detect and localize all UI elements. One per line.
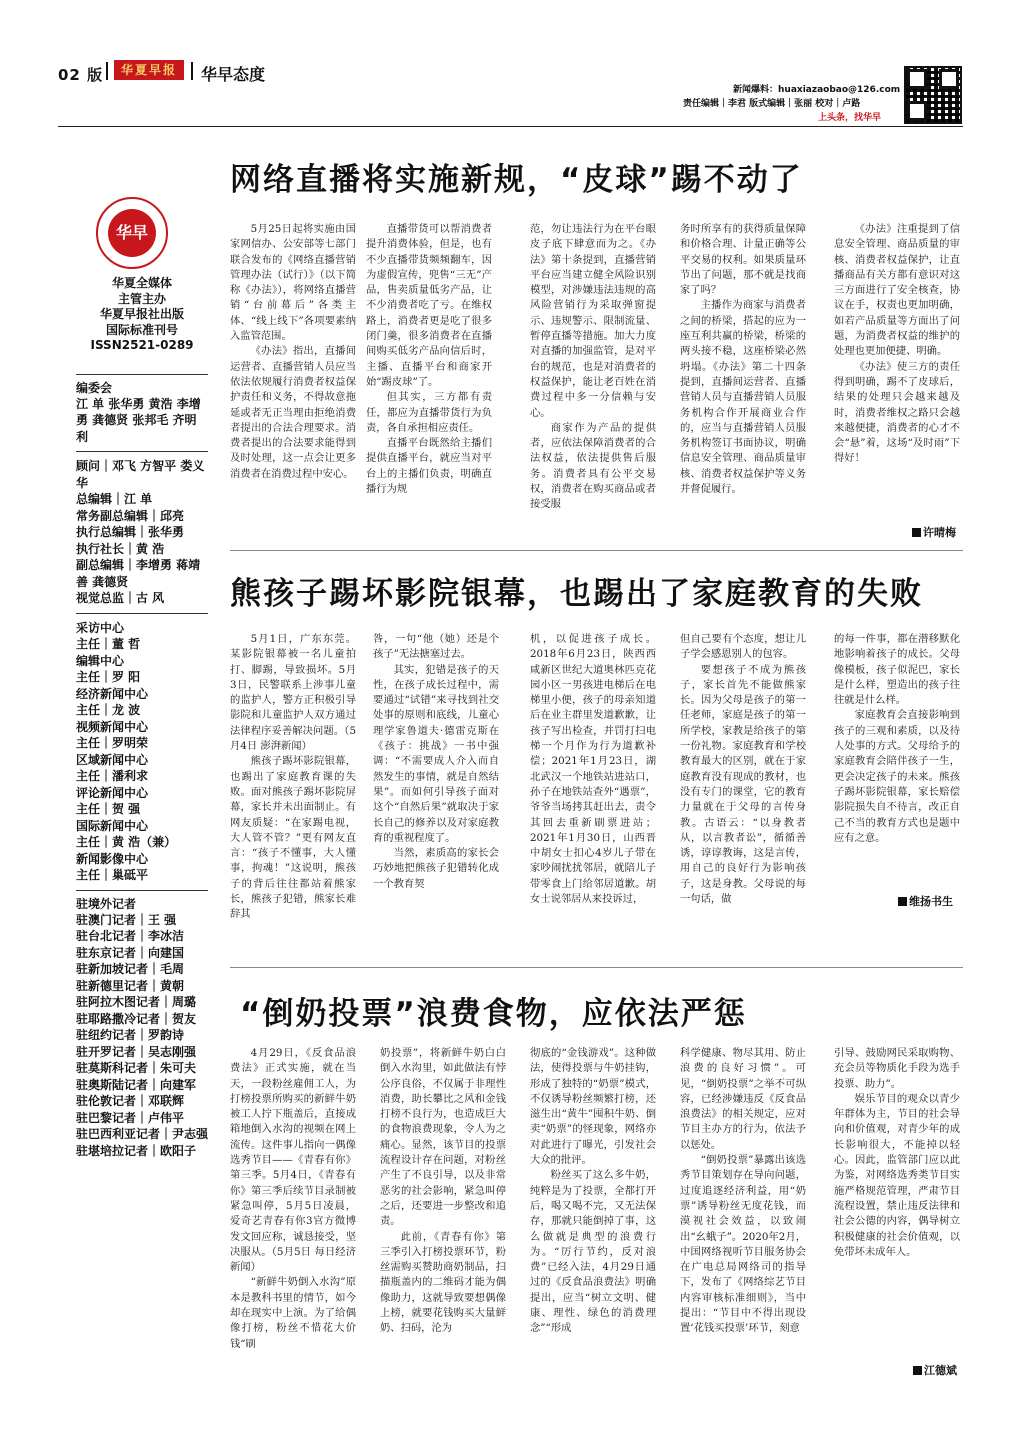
article-1-column xyxy=(230,222,356,527)
article-3-column xyxy=(380,1046,506,1398)
center-line: 主任｜罗明荣 xyxy=(76,736,149,750)
reporter-line: 驻巴黎记者｜卢伟平 xyxy=(76,1110,185,1125)
staff-line: 执行总编辑｜张华勇 xyxy=(76,525,185,539)
article-3-column xyxy=(230,1046,356,1398)
article-3-column xyxy=(680,1046,806,1398)
article-3-headline: “倒奶投票”浪费食物，应依法严惩 xyxy=(240,996,747,1032)
article-3-column xyxy=(834,1046,960,1336)
publisher-line: 主管主办 xyxy=(117,291,166,306)
divider xyxy=(106,62,108,80)
divider xyxy=(76,890,208,891)
staff-line: 常务副总编辑｜邱亮 xyxy=(76,508,185,523)
paragraph: 其实，犯错是孩子的天性，在孩子成长过程中，需要通过“试错”来寻找到社交处事的原则和底线，儿童心理学家鲁道夫·德雷克斯在《孩子：挑战》一书中强调：“不需要成人介入而自然发生的事情，就是自然结果”。而如何引导孩子面对这个“自然后果”就取决于家长自己的修养以及对家庭教育的重视程度了。 xyxy=(373,663,499,844)
staff-line: 执行社长｜黄 浩 xyxy=(76,541,165,556)
paragraph: 咎，一句“他（她）还是个孩子”无法搪塞过去。 xyxy=(373,633,499,661)
paragraph: 《办法》注重提到了信息安全管理、商品质量的审核、消费者权益保护，让直播商品有关方都有意识对这三方面进行了安全核查，协议在手，权责也更加明确，如若产品质量等方面出了问题，为消费者权益的维护的处理也更加便捷、明确。 xyxy=(834,223,960,358)
paragraph: “新鲜牛奶倒入水沟”原本是教科书里的情节，如今却在现实中上演。为了给偶像打榜，粉丝不惜花大价钱“刷 xyxy=(230,1276,356,1350)
paragraph: “倒奶投票”暴露出该选秀节目策划存在导向问题，过度追逐经济利益，用“奶票”诱导粉丝无度花钱，而漠视社会效益，以致闹出“幺蛾子”。2020年2月，中国网络视听节目服务协会在广电总局网络司的指导下，发布了《网络综艺节目内容审核标准细则》，当中提出：“节目中不得出现设置‘花钱买投票’环节，刻意 xyxy=(680,1154,806,1335)
staff-line: 总编辑｜江 单 xyxy=(76,492,153,506)
staff-line: 视觉总监｜古 风 xyxy=(76,591,165,605)
publisher-line: 华夏全媒体 xyxy=(111,276,172,290)
reporter-line: 驻巴西利亚记者｜尹志强 xyxy=(76,1127,209,1141)
foreign-title: 驻境外记者 xyxy=(76,896,137,911)
center-line: 区域新闻中心 xyxy=(76,752,149,767)
divider xyxy=(76,374,208,375)
sidebar xyxy=(76,276,208,1159)
paragraph: 奶投票”，将新鲜牛奶白白倒入水沟里，如此做法有悖公序良俗，不仅属于非理性消费，助长攀比之风和金钱打榜不良行为，也造成巨大的食物浪费现象，令人为之痛心。显然，该节目的投票流程设计存在问题，对粉丝产生了不良引导，以及非常恶劣的社会影响，紧急叫停之后，还要进一步整改和追责。 xyxy=(380,1047,506,1228)
paragraph: 但其实，三方都有责任，都应为直播带货行为负责，各自承担相应责任。 xyxy=(366,391,492,434)
reporter-line: 驻堪培拉记者｜欧阳子 xyxy=(76,1143,197,1158)
paragraph: 引导、鼓励网民采取购物、充会员等物质化手段为选手投票、助力”。 xyxy=(834,1047,960,1090)
paragraph: 直播带货可以帮消费者提升消费体验，但是，也有不少直播带货频频翻车，因为虚假宣传，兜售“三无”产品，售卖质量低劣产品，让不少消费者吃了亏。在维权路上，消费者更是吃了很多闭门羹，很多消费者在直播间购买低劣产品向信后时，主播、直播平台和商家开始“踢皮球”了。 xyxy=(366,223,492,388)
article-3-column xyxy=(530,1046,656,1398)
article-2-byline: 维扬书生 xyxy=(898,893,953,909)
divider xyxy=(191,62,193,80)
center-line: 主任｜贺 强 xyxy=(76,802,141,816)
issn: ISSN2521-0289 xyxy=(90,338,194,352)
reporter-line: 驻台北记者｜李冰洁 xyxy=(76,929,185,943)
reporter-line: 驻东京记者｜向建国 xyxy=(76,945,185,960)
paragraph: 主播作为商家与消费者之间的桥梁，搭起的应为一座互利共赢的桥梁，桥梁的两头接不稳，这座桥梁必然坍塌。《办法》第二十四条提到，直播间运营者、直播营销人员与直播营销人员服务机构合作开展商业合作的，应当与直播营销人员服务机构签订书面协议，明确信息安全管理、商品质量审核、消费者权益保护等义务并督促履行。 xyxy=(680,299,806,496)
center-line: 主任｜罗 阳 xyxy=(76,670,141,684)
paragraph: 5月25日起将实施由国家网信办、公安部等七部门联合发布的《网络直播营销管理办法（试行）》（以下简称《办法》），将网络直播营销“台前幕后”各类主体、“线上线下”各项要素纳入监管范围。 xyxy=(230,223,356,343)
center-line: 编辑中心 xyxy=(76,653,125,668)
reporter-line: 驻开罗记者｜吴志刚强 xyxy=(76,1044,197,1059)
paragraph: 科学健康、物尽其用、防止浪费的良好习惯”。可见，“倒奶投票”之举不可纵容，已经涉嫌违反《反食品浪费法》的相关规定，应对节目主办方的行为，依法予以惩处。 xyxy=(680,1047,806,1151)
qr-code-icon xyxy=(904,66,962,124)
article-separator xyxy=(230,550,963,551)
paragraph: 商家作为产品的提供者，应依法保障消费者的合法权益，依法提供售后服务。消费者具有公平交易权，消费者在购买商品或者接受服 xyxy=(530,421,656,511)
article-1-column xyxy=(530,222,656,527)
paragraph: 彻底的“金钱游戏”。这种做法，使得投票与牛奶挂钩，形成了独特的“奶票”模式，不仅诱导粉丝频繁打榜，还滋生出“黄牛”囤积牛奶、倒卖“奶票”的怪现象，网络亦对此进行了曝光，引发社会大众的批评。 xyxy=(530,1047,656,1167)
article-1-column xyxy=(366,222,492,527)
article-2-column xyxy=(680,632,806,957)
staff-line: 副总编辑｜李增勇 蒋靖善 龚德贤 xyxy=(76,558,201,589)
paragraph: 范，勿让违法行为在平台眼皮子底下肆意而为之。《办法》第十条提到，直播营销平台应当建立健全风险识别模型，对涉嫌违法违规的高风险营销行为采取弹窗提示、违规警示、限制流量、暂停直播等措施。加大力度对直播的加强监管，是对平台的规范，也是对消费者的权益保护，能让老百姓在消费过程中多一分信赖与安心。 xyxy=(530,223,656,419)
paragraph: 《办法》指出，直播间运营者、直播营销人员应当依法依规履行消费者权益保护责任和义务，不得故意拖延或者无正当理由拒绝消费者提出的合法合理要求。消费者提出的合法要求能得到及时处理，这一点会让更多消费者在消费过程中安心。 xyxy=(230,345,356,480)
publisher-seal xyxy=(96,197,168,269)
article-1-headline: 网络直播将实施新规，“皮球”踢不动了 xyxy=(230,162,803,198)
paragraph: 机，以促进孩子成长。2018年6月23日，陕西西咸新区世纪大道奥林匹克花园小区一男孩进电梯后在电梯里小便，孩子的母亲知道后在业主群里发道歉歉，让孩子写出检查，并罚打扫电梯一个月作为行为道歉补偿；2021年1月23日，湖北武汉一个地铁站进站口，孙子在地铁站查外“遇票”，爷爷当场拷其赶出去，责令其回去重新刷票进站；2021年1月30日，山西晋中胡女士扣心4岁儿子带在家吵闹扰扰邻居，就陪儿子带零食上门给邻居道歉。胡女士说邻居从来投诉过， xyxy=(530,633,656,906)
center-line: 主任｜潘利求 xyxy=(76,769,149,783)
article-1-byline: 许晴梅 xyxy=(912,524,956,540)
section-title: 华早态度 xyxy=(201,65,266,84)
center-line: 主任｜龙 波 xyxy=(76,703,141,717)
seal-text: 华早 xyxy=(108,209,156,257)
article-2-column xyxy=(230,632,356,957)
center-line: 国际新闻中心 xyxy=(76,818,149,833)
board-members: 江 单 张华勇 黄浩 李增勇 龚德贤 张邦毛 齐明利 xyxy=(76,396,201,444)
paragraph: 熊孩子踢坏影院银幕，也踢出了家庭教育课的失败。面对熊孩子踢坏影院屏幕，家长并未出面制止。有网友质疑：“在家踢电视，大人管不管？”更有网友直言：“孩子不懂事，大人懂事，拘魂！”这说明，熊孩子的背后往往都站着熊家长，熊孩子犯错，熊家长难辞其 xyxy=(230,755,356,921)
paragraph: 的每一件事，都在潜移默化地影响着孩子的成长。父母像模板，孩子似泥巴，家长是什么样，塑造出的孩子往往就是什么样。 xyxy=(834,633,960,707)
reporter-line: 驻纽约记者｜罗韵诗 xyxy=(76,1028,185,1042)
article-1-column xyxy=(680,222,806,527)
paragraph: 但自己要有个态度，想让儿子学会感恩别人的包容。 xyxy=(680,633,806,661)
paragraph: 家庭教育会直接影响到孩子的三观和素质，以及待人处事的方式。父母给予的家庭教育会陪伴孩子一生，更会决定孩子的未来。熊孩子踢坏影院银幕，家长赔偿影院损失自不待言，改正自己不当的教育方式也是题中应有之意。 xyxy=(834,709,960,844)
reporter-line: 驻阿拉木图记者｜周璐 xyxy=(76,995,197,1009)
reporter-line: 驻新德里记者｜黄朝 xyxy=(76,978,185,993)
center-line: 主任｜黄 浩（兼） xyxy=(76,835,177,849)
divider xyxy=(76,613,208,614)
article-separator xyxy=(230,967,963,968)
paragraph: 务时所享有的获得质量保障和价格合理、计量正确等公平交易的权利。如果质量环节出了问题，那不就是找商家了吗？ xyxy=(680,223,806,297)
reporter-line: 驻澳门记者｜王 强 xyxy=(76,912,177,927)
staff-line: 顾问｜邓飞 方智平 娄义华 xyxy=(76,459,205,490)
reporter-line: 驻奥斯陆记者｜向建军 xyxy=(76,1077,197,1092)
article-2-column xyxy=(530,632,656,957)
article-1-column xyxy=(834,222,960,512)
header-rule xyxy=(58,126,963,127)
reporter-line: 驻耶路撒冷记者｜贺友 xyxy=(76,1011,197,1026)
article-2-column xyxy=(834,632,960,877)
article-3-byline: 江德斌 xyxy=(913,1362,957,1378)
center-line: 主任｜董 哲 xyxy=(76,637,141,651)
reporter-line: 驻莫斯科记者｜朱可夫 xyxy=(76,1061,197,1075)
article-2-column xyxy=(373,632,499,957)
news-hotline: 新闻爆料：huaxiazaobao@126.com xyxy=(733,85,901,95)
paragraph: 直播平台既然给主播们提供直播平台，就应当对平台上的主播们负责，明确直播行为规 xyxy=(366,437,492,496)
center-line: 新闻影像中心 xyxy=(76,851,149,866)
board-title: 编委会 xyxy=(76,380,113,395)
edition-number: 02 版 xyxy=(58,66,104,84)
paragraph: 4月29日，《反食品浪费法》正式实施，就在当天，一段粉丝雇佣工人，为打榜投票所购买的新鲜牛奶被工人拧下瓶盖后，直接成箱地倒入水沟的视频在网上流传。这件事儿指向一偶像选秀节目——《青春有你》第三季。5月4日，《青春有你》第三季后续节目录制被紧急叫停，5月5日凌晨，爱奇艺青春有你3官方微博发文回应称，诚恳接受，坚决服从。（5月5日 每日经济新闻） xyxy=(230,1047,356,1274)
center-line: 评论新闻中心 xyxy=(76,785,149,800)
paragraph: 要想孩子不成为熊孩子，家长首先不能做熊家长。因为父母是孩子的第一任老师，家庭是孩子的第一所学校，家教是给孩子的第一份礼物。家庭教育和学校教育最大的区别，就在于家庭教育没有现成的教材，也没有专门的课堂，它的教育力量就在于父母的言传身教。古语云：“以身教者从，以言教者讼”，循循善诱，谆谆教诲，这是言传，用自己的良好行为影响孩子，这是身教。父母说的每一句话，做 xyxy=(680,663,806,906)
editor-credits: 责任编辑｜李君 版式编辑｜张丽 校对｜卢路 xyxy=(683,99,861,109)
paragraph: 此前，《青春有你》第三季引入打榜投票环节，粉丝需购买赞助商奶制品，扫描瓶盖内的二维码才能为偶像助力，这就导致要想偶像上榜，就要花钱购买大量鲜奶、扫码，沦为 xyxy=(380,1230,506,1335)
paragraph: 粉丝买了这么多牛奶，纯粹是为了投票，全都打开后，喝又喝不完，又无法保存，那就只能倒掉了事，这么做就是典型的浪费行为。“厉行节约，反对浪费”已经入法，4月29日通过的《反食品浪费法》明确提出，应当“树立文明、健康、理性、绿色的消费理念”“形成 xyxy=(530,1169,656,1335)
newspaper-logo: 华夏早报 xyxy=(114,60,184,80)
center-line: 采访中心 xyxy=(76,620,125,635)
article-2-headline: 熊孩子踢坏影院银幕，也踢出了家庭教育的失败 xyxy=(230,576,923,612)
center-line: 经济新闻中心 xyxy=(76,686,149,701)
slogan: 上头条，找华早 xyxy=(818,113,882,123)
paragraph: 《办法》使三方的责任得到明确，踢不了皮球后，结果的处理只会越来越及时，消费者维权之路只会越来越便捷，消费者的心才不会“悬”着，这场“及时雨”下得好！ xyxy=(834,360,960,465)
publisher-line: 国际标准刊号 xyxy=(105,322,178,337)
center-line: 主任｜巢砥平 xyxy=(76,868,149,882)
paragraph: 娱乐节目的观众以青少年群体为主，节目的社会导向和价值观，对青少年的成长影响很大，不能掉以轻心。因此，监管部门应以此为鉴，对网络选秀类节目实施严格规范管理，严肃节目流程设置，禁止违反法律和社会公德的内容，偶导树立积极健康的社会价值观，以免带坏未成年人。 xyxy=(834,1092,960,1258)
reporter-line: 驻伦敦记者｜邓联辉 xyxy=(76,1094,185,1108)
reporter-line: 驻新加坡记者｜毛周 xyxy=(76,962,185,976)
publisher-line: 华夏早报社出版 xyxy=(99,307,184,321)
paragraph: 5月1日，广东东莞。某影院银幕被一名儿童拍打、脚踢，导致损坏。5月3日，民警联系上涉事儿童的监护人，警方正积极引导影院和儿童监护人双方通过法律程序妥善解决问题。（5月4日 澎湃新闻） xyxy=(230,633,356,753)
paragraph: 当然，素质高的家长会巧妙地把熊孩子犯错转化成一个教育契 xyxy=(373,847,499,890)
center-line: 视频新闻中心 xyxy=(76,719,149,734)
divider xyxy=(76,451,208,452)
